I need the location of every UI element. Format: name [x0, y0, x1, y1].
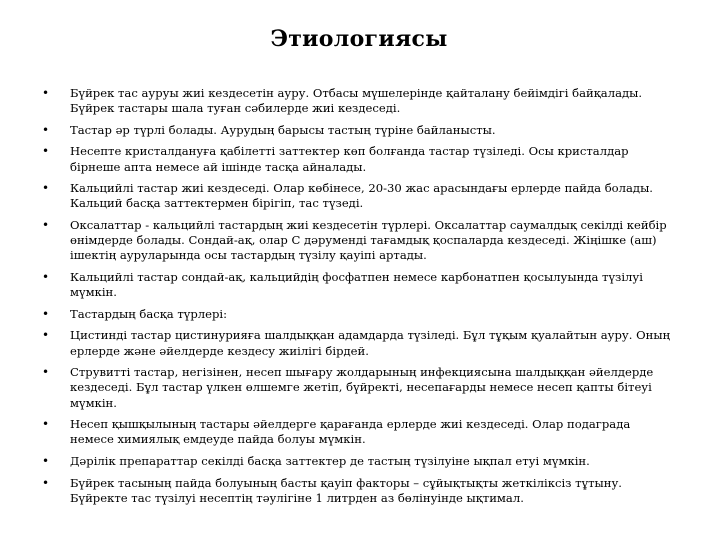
bullet-dot-icon: • [42, 453, 50, 468]
bullet-item [42, 454, 676, 469]
bullet-text: Несепте кристалдануға қабілетті заттектер көп болғанда тастар түзіледі. Осы кристалдар бірнеше апта немесе ай ішінде тасқа айналады. [70, 144, 629, 174]
bullet-dot-icon: • [42, 181, 50, 196]
bullet-dot-icon: • [42, 306, 50, 321]
bullet-text: Тастар әр түрлі болады. Аурудың барысы тастың түріне байланысты. [70, 122, 496, 137]
bullet-text: Несеп қышқылының тастары әйелдерге қарағанда ерлерде жиі кездеседі. Олар подаграда немесе химиялық емдеуде пайда болуы мүмкін. [70, 417, 631, 447]
bullet-dot-icon: • [42, 122, 50, 137]
bullet-dot-icon: • [42, 217, 50, 232]
bullet-text: Оксалаттар - кальцийлі тастардың жиі кездесетін түрлері. Оксалаттар саумалдық секілді кейбір өнімдерде болады. Сондай-ақ, олар С дәруменді тағамдық қоспаларда кездеседі. Жіңішке (аш) ішектің ауруларында осы тастардың түзілу қауіпі артады. [70, 217, 667, 263]
bullet-text: Струвитті тастар, негізінен, несеп шығару жолдарының инфекциясына шалдыққан әйелдерде кездеседі. Бұл тастар үлкен өлшемге жетіп, бүйректі, несепағарды немесе несеп қапты бітеуі мүмкін. [70, 365, 654, 410]
bullet-text: Дәрілік препараттар секілді басқа заттектер де тастың түзілуіне ықпал етуі мүмкін. [70, 453, 590, 468]
bullet-text: Тастардың басқа түрлері: [70, 306, 228, 321]
bullet-dot-icon: • [42, 365, 50, 380]
bullet-dot-icon: • [42, 144, 50, 159]
slide-title: Этиологиясы [270, 26, 448, 52]
bullet-dot-icon: • [42, 328, 50, 343]
bullet-text: Цистинді тастар цистинурияға шалдыққан адамдарда түзіледі. Бұл тұқым қуалайтын ауру. Оның ерлерде және әйелдерде кездесу жиілігі бірдей. [70, 328, 670, 358]
bullet-dot-icon: • [42, 417, 50, 432]
bullet-item [42, 270, 676, 300]
bullet-text: Кальцийлі тастар жиі кездеседі. Олар көбінесе, 20-30 жас арасындағы ерлерде пайда болады. Кальций басқа заттектермен бірігіп, тас түзеді. [70, 181, 653, 211]
bullet-item [42, 417, 676, 447]
bullet-item [42, 307, 676, 322]
bullet-dot-icon: • [42, 475, 50, 490]
bullet-item [42, 144, 676, 174]
bullet-dot-icon: • [42, 86, 50, 100]
bullet-item [42, 365, 676, 411]
bullet-text: Кальцийлі тастар сондай-ақ, кальцийдің фосфатпен немесе карбонатпен қосылуында түзілуі мүмкін. [70, 269, 643, 300]
bullet-item [42, 328, 676, 358]
bullet-item [42, 476, 676, 506]
bullet-item [42, 181, 676, 211]
bullet-list [42, 86, 676, 506]
bullet-item [42, 218, 676, 264]
bullet-item [42, 123, 676, 138]
bullet-text: Бүйрек тасының пайда болуының басты қауіп факторы – сұйықтықты жеткіліксіз тұтыну. Бүйректе тас түзілуі несептің тәулігіне 1 литрден аз бөлінуінде ықтимал. [70, 475, 622, 505]
bullet-text: Бүйрек тас ауруы жиі кездесетін ауру. Отбасы мүшелерінде қайталану бейімдігі байқалады. Бүйрек тастары шала туған сәбилерде жиі кездеседі. [70, 86, 643, 116]
bullet-item [42, 86, 676, 116]
bullet-dot-icon: • [42, 269, 50, 284]
